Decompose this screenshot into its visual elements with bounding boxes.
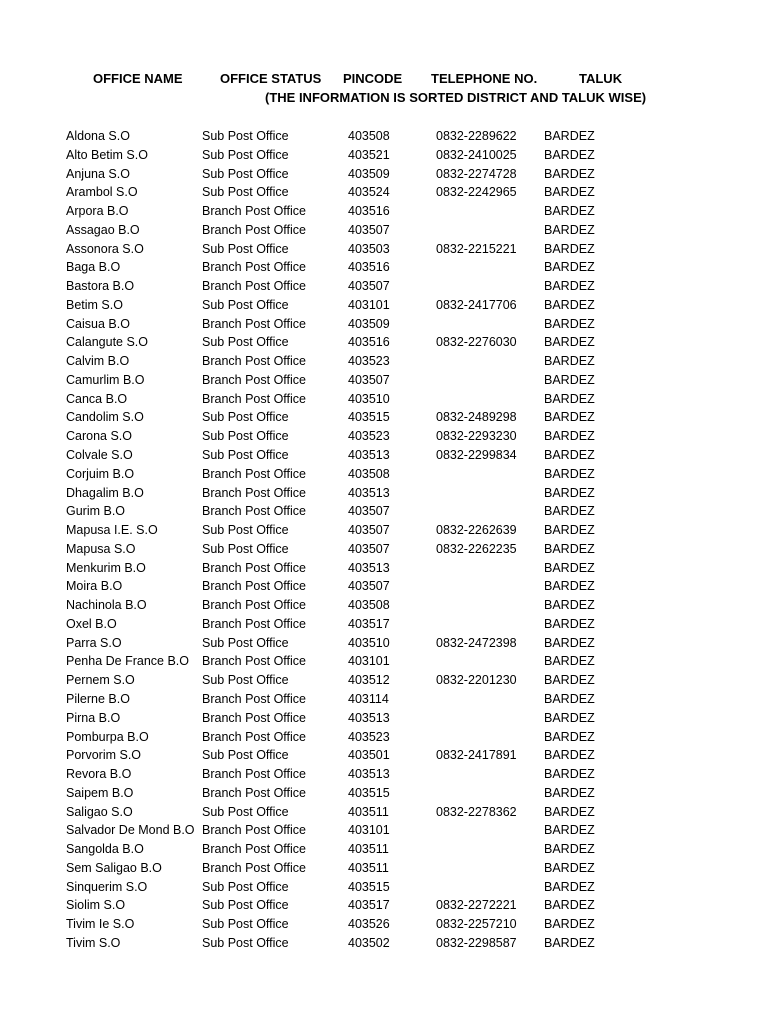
office-name-cell: Parra S.O — [66, 635, 122, 650]
office-status-cell: Sub Post Office — [202, 898, 289, 913]
office-name-cell: Caisua B.O — [66, 316, 130, 331]
table-row — [0, 559, 768, 578]
pincode-cell: 403507 — [348, 579, 390, 594]
telephone-cell: 0832-2242965 — [436, 185, 517, 200]
office-status-cell: Sub Post Office — [202, 673, 289, 688]
pincode-cell: 403516 — [348, 335, 390, 350]
office-status-cell: Branch Post Office — [202, 710, 306, 725]
telephone-cell: 0832-2299834 — [436, 448, 517, 463]
taluk-cell: BARDEZ — [544, 354, 595, 369]
taluk-cell: BARDEZ — [544, 804, 595, 819]
telephone-cell: 0832-2274728 — [436, 166, 517, 181]
office-name-cell: Pomburpa B.O — [66, 729, 149, 744]
table-row — [0, 258, 768, 277]
office-status-cell: Sub Post Office — [202, 448, 289, 463]
office-status-cell: Branch Post Office — [202, 579, 306, 594]
office-status-cell: Branch Post Office — [202, 279, 306, 294]
office-status-cell: Branch Post Office — [202, 654, 306, 669]
office-status-cell: Branch Post Office — [202, 560, 306, 575]
pincode-cell: 403508 — [348, 129, 390, 143]
table-row — [0, 165, 768, 184]
office-status-cell: Sub Post Office — [202, 523, 289, 538]
office-status-cell: Branch Post Office — [202, 767, 306, 782]
office-status-cell: Branch Post Office — [202, 616, 306, 631]
table-row — [0, 502, 768, 521]
column-header-pincode: PINCODE — [343, 71, 403, 86]
office-status-cell: Branch Post Office — [202, 598, 306, 613]
office-status-cell: Sub Post Office — [202, 297, 289, 312]
taluk-cell: BARDEZ — [544, 279, 595, 294]
table-row — [0, 333, 768, 352]
office-status-cell: Branch Post Office — [202, 504, 306, 519]
taluk-cell: BARDEZ — [544, 691, 595, 706]
office-status-cell: Branch Post Office — [202, 316, 306, 331]
pincode-cell: 403503 — [348, 241, 390, 256]
pincode-cell: 403513 — [348, 560, 390, 575]
office-name-cell: Colvale S.O — [66, 448, 133, 463]
pincode-cell: 403513 — [348, 485, 390, 500]
telephone-cell: 0832-2289622 — [436, 129, 517, 143]
pincode-cell: 403512 — [348, 673, 390, 688]
office-name-cell: Gurim B.O — [66, 504, 126, 519]
office-name-cell: Corjuim B.O — [66, 466, 135, 481]
taluk-cell: BARDEZ — [544, 260, 595, 275]
pincode-cell: 403507 — [348, 372, 390, 387]
table-row — [0, 821, 768, 840]
table-row — [0, 315, 768, 334]
taluk-cell: BARDEZ — [544, 204, 595, 219]
table-row — [0, 296, 768, 315]
pincode-cell: 403509 — [348, 316, 390, 331]
pincode-cell: 403507 — [348, 222, 390, 237]
office-name-cell: Betim S.O — [66, 297, 123, 312]
taluk-cell: BARDEZ — [544, 598, 595, 613]
office-status-cell: Branch Post Office — [202, 204, 306, 219]
pincode-cell: 403523 — [348, 729, 390, 744]
pincode-cell: 403508 — [348, 466, 390, 481]
taluk-cell: BARDEZ — [544, 748, 595, 763]
table-row — [0, 240, 768, 259]
office-name-cell: Revora B.O — [66, 767, 132, 782]
taluk-cell: BARDEZ — [544, 935, 595, 950]
office-name-cell: Mapusa I.E. S.O — [66, 523, 158, 538]
office-name-cell: Pernem S.O — [66, 673, 135, 688]
table-row — [0, 221, 768, 240]
office-name-cell: Calvim B.O — [66, 354, 130, 369]
table-row — [0, 746, 768, 765]
taluk-cell: BARDEZ — [544, 297, 595, 312]
office-status-cell: Branch Post Office — [202, 466, 306, 481]
table-row — [0, 652, 768, 671]
office-name-cell: Saipem B.O — [66, 785, 134, 800]
office-name-cell: Siolim S.O — [66, 898, 126, 913]
table-row — [0, 859, 768, 878]
office-name-cell: Oxel B.O — [66, 616, 117, 631]
office-name-cell: Calangute S.O — [66, 335, 148, 350]
pincode-cell: 403517 — [348, 898, 390, 913]
office-name-cell: Nachinola B.O — [66, 598, 147, 613]
office-status-cell: Branch Post Office — [202, 222, 306, 237]
taluk-cell: BARDEZ — [544, 185, 595, 200]
taluk-cell: BARDEZ — [544, 335, 595, 350]
office-status-cell: Sub Post Office — [202, 185, 289, 200]
office-name-cell: Menkurim B.O — [66, 560, 146, 575]
pincode-cell: 403114 — [348, 691, 389, 706]
pincode-cell: 403524 — [348, 185, 390, 200]
pincode-cell: 403523 — [348, 354, 390, 369]
pincode-cell: 403523 — [348, 429, 390, 444]
table-row — [0, 840, 768, 859]
pincode-cell: 403521 — [348, 147, 390, 162]
pincode-cell: 403501 — [348, 748, 390, 763]
table-row — [0, 709, 768, 728]
office-name-cell: Pirna B.O — [66, 710, 121, 725]
taluk-cell: BARDEZ — [544, 579, 595, 594]
taluk-cell: BARDEZ — [544, 879, 595, 894]
office-name-cell: Alto Betim S.O — [66, 147, 148, 162]
table-row — [0, 596, 768, 615]
taluk-cell: BARDEZ — [544, 466, 595, 481]
table-row — [0, 671, 768, 690]
taluk-cell: BARDEZ — [544, 917, 595, 932]
telephone-cell: 0832-2298587 — [436, 935, 517, 950]
table-row — [0, 934, 768, 953]
telephone-cell: 0832-2278362 — [436, 804, 517, 819]
office-name-cell: Aldona S.O — [66, 129, 130, 143]
pincode-cell: 403516 — [348, 204, 390, 219]
table-row — [0, 577, 768, 596]
office-status-cell: Sub Post Office — [202, 748, 289, 763]
pincode-cell: 403513 — [348, 767, 390, 782]
office-table — [0, 127, 768, 953]
pincode-cell: 403101 — [348, 823, 390, 838]
taluk-cell: BARDEZ — [544, 166, 595, 181]
office-name-cell: Moira B.O — [66, 579, 123, 594]
office-name-cell: Penha De France B.O — [66, 654, 189, 669]
taluk-cell: BARDEZ — [544, 710, 595, 725]
pincode-cell: 403508 — [348, 598, 390, 613]
office-name-cell: Assonora S.O — [66, 241, 144, 256]
pincode-cell: 403511 — [348, 842, 389, 857]
taluk-cell: BARDEZ — [544, 222, 595, 237]
column-header-telephone: TELEPHONE NO. — [431, 71, 538, 86]
office-name-cell: Porvorim S.O — [66, 748, 142, 763]
office-status-cell: Branch Post Office — [202, 785, 306, 800]
taluk-cell: BARDEZ — [544, 898, 595, 913]
taluk-cell: BARDEZ — [544, 673, 595, 688]
taluk-cell: BARDEZ — [544, 729, 595, 744]
office-status-cell: Sub Post Office — [202, 335, 289, 350]
office-status-cell: Sub Post Office — [202, 541, 289, 556]
taluk-cell: BARDEZ — [544, 785, 595, 800]
office-name-cell: Salvador De Mond B.O — [66, 823, 195, 838]
taluk-cell: BARDEZ — [544, 635, 595, 650]
pincode-cell: 403510 — [348, 391, 390, 406]
telephone-cell: 0832-2262639 — [436, 523, 517, 538]
telephone-cell: 0832-2201230 — [436, 673, 517, 688]
office-name-cell: Canca B.O — [66, 391, 128, 406]
pincode-cell: 403507 — [348, 504, 390, 519]
taluk-cell: BARDEZ — [544, 316, 595, 331]
table-row — [0, 277, 768, 296]
telephone-cell: 0832-2272221 — [436, 898, 517, 913]
taluk-cell: BARDEZ — [544, 823, 595, 838]
telephone-cell: 0832-2293230 — [436, 429, 517, 444]
table-row — [0, 352, 768, 371]
table-row — [0, 896, 768, 915]
taluk-cell: BARDEZ — [544, 654, 595, 669]
pincode-cell: 403515 — [348, 785, 390, 800]
office-status-cell: Sub Post Office — [202, 879, 289, 894]
pincode-cell: 403502 — [348, 935, 390, 950]
table-row — [0, 127, 768, 146]
table-row — [0, 371, 768, 390]
office-status-cell: Branch Post Office — [202, 391, 306, 406]
office-status-cell: Sub Post Office — [202, 166, 289, 181]
table-row — [0, 146, 768, 165]
office-name-cell: Baga B.O — [66, 260, 121, 275]
column-header-office-name: OFFICE NAME — [93, 71, 183, 86]
pincode-cell: 403515 — [348, 410, 390, 425]
office-status-cell: Branch Post Office — [202, 354, 306, 369]
taluk-cell: BARDEZ — [544, 147, 595, 162]
table-row — [0, 427, 768, 446]
office-name-cell: Tivim S.O — [66, 935, 121, 950]
table-row — [0, 803, 768, 822]
taluk-cell: BARDEZ — [544, 429, 595, 444]
office-status-cell: Branch Post Office — [202, 260, 306, 275]
sort-note: (THE INFORMATION IS SORTED DISTRICT AND TALUK WISE) — [265, 90, 647, 105]
taluk-cell: BARDEZ — [544, 504, 595, 519]
table-row — [0, 915, 768, 934]
taluk-cell: BARDEZ — [544, 616, 595, 631]
telephone-cell: 0832-2262235 — [436, 541, 517, 556]
table-row — [0, 690, 768, 709]
office-status-cell: Branch Post Office — [202, 485, 306, 500]
office-status-cell: Sub Post Office — [202, 917, 289, 932]
taluk-cell: BARDEZ — [544, 391, 595, 406]
telephone-cell: 0832-2257210 — [436, 917, 517, 932]
pincode-cell: 403515 — [348, 879, 390, 894]
table-row — [0, 634, 768, 653]
taluk-cell: BARDEZ — [544, 129, 595, 143]
pincode-cell: 403507 — [348, 279, 390, 294]
telephone-cell: 0832-2417891 — [436, 748, 517, 763]
office-name-cell: Tivim Ie S.O — [66, 917, 135, 932]
office-status-cell: Branch Post Office — [202, 842, 306, 857]
office-status-cell: Sub Post Office — [202, 635, 289, 650]
table-row — [0, 183, 768, 202]
office-status-cell: Sub Post Office — [202, 410, 289, 425]
table-row — [0, 728, 768, 747]
office-name-cell: Candolim S.O — [66, 410, 144, 425]
table-row — [0, 615, 768, 634]
table-row — [0, 408, 768, 427]
taluk-cell: BARDEZ — [544, 767, 595, 782]
telephone-cell: 0832-2276030 — [436, 335, 517, 350]
telephone-cell: 0832-2472398 — [436, 635, 517, 650]
office-status-cell: Sub Post Office — [202, 147, 289, 162]
office-name-cell: Assagao B.O — [66, 222, 140, 237]
office-status-cell: Sub Post Office — [202, 129, 289, 143]
taluk-cell: BARDEZ — [544, 560, 595, 575]
office-name-cell: Carona S.O — [66, 429, 133, 444]
office-status-cell: Branch Post Office — [202, 729, 306, 744]
office-status-cell: Branch Post Office — [202, 823, 306, 838]
pincode-cell: 403526 — [348, 917, 390, 932]
office-status-cell: Branch Post Office — [202, 372, 306, 387]
taluk-cell: BARDEZ — [544, 448, 595, 463]
table-row — [0, 878, 768, 897]
table-row — [0, 202, 768, 221]
table-row — [0, 784, 768, 803]
office-status-cell: Sub Post Office — [202, 429, 289, 444]
taluk-cell: BARDEZ — [544, 485, 595, 500]
pincode-cell: 403516 — [348, 260, 390, 275]
column-header-office-status: OFFICE STATUS — [220, 71, 322, 86]
taluk-cell: BARDEZ — [544, 860, 595, 875]
office-name-cell: Saligao S.O — [66, 804, 133, 819]
telephone-cell: 0832-2417706 — [436, 297, 517, 312]
pincode-cell: 403513 — [348, 448, 390, 463]
telephone-cell: 0832-2410025 — [436, 147, 517, 162]
office-name-cell: Dhagalim B.O — [66, 485, 144, 500]
office-name-cell: Arpora B.O — [66, 204, 129, 219]
table-row — [0, 521, 768, 540]
office-status-cell: Sub Post Office — [202, 241, 289, 256]
table-row — [0, 390, 768, 409]
table-row — [0, 465, 768, 484]
office-name-cell: Arambol S.O — [66, 185, 138, 200]
table-row — [0, 540, 768, 559]
table-row — [0, 446, 768, 465]
pincode-cell: 403517 — [348, 616, 390, 631]
pincode-cell: 403510 — [348, 635, 390, 650]
pincode-cell: 403513 — [348, 710, 390, 725]
table-row — [0, 484, 768, 503]
taluk-cell: BARDEZ — [544, 372, 595, 387]
taluk-cell: BARDEZ — [544, 842, 595, 857]
office-name-cell: Pilerne B.O — [66, 691, 130, 706]
taluk-cell: BARDEZ — [544, 410, 595, 425]
office-status-cell: Sub Post Office — [202, 804, 289, 819]
office-name-cell: Anjuna S.O — [66, 166, 130, 181]
taluk-cell: BARDEZ — [544, 541, 595, 556]
office-name-cell: Sinquerim S.O — [66, 879, 148, 894]
taluk-cell: BARDEZ — [544, 241, 595, 256]
pincode-cell: 403101 — [348, 297, 390, 312]
telephone-cell: 0832-2489298 — [436, 410, 517, 425]
office-status-cell: Sub Post Office — [202, 935, 289, 950]
office-status-cell: Branch Post Office — [202, 691, 306, 706]
column-header-taluk: TALUK — [579, 71, 623, 86]
office-name-cell: Sem Saligao B.O — [66, 860, 162, 875]
office-name-cell: Bastora B.O — [66, 279, 135, 294]
pincode-cell: 403509 — [348, 166, 390, 181]
office-name-cell: Sangolda B.O — [66, 842, 144, 857]
telephone-cell: 0832-2215221 — [436, 241, 517, 256]
office-name-cell: Mapusa S.O — [66, 541, 136, 556]
office-name-cell: Camurlim B.O — [66, 372, 145, 387]
table-row — [0, 765, 768, 784]
office-status-cell: Branch Post Office — [202, 860, 306, 875]
pincode-cell: 403507 — [348, 541, 390, 556]
taluk-cell: BARDEZ — [544, 523, 595, 538]
pincode-cell: 403101 — [348, 654, 390, 669]
pincode-cell: 403511 — [348, 804, 389, 819]
pincode-cell: 403511 — [348, 860, 389, 875]
pincode-cell: 403507 — [348, 523, 390, 538]
